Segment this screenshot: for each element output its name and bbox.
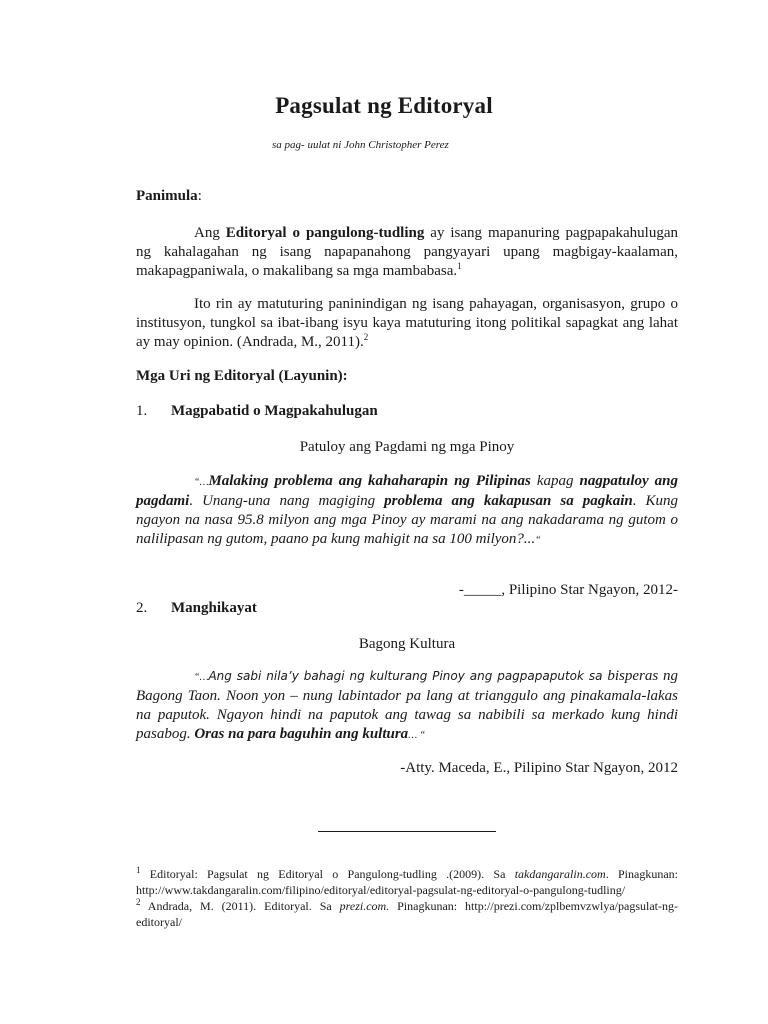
- item-1-quote-s3: nagpatuloy ang pagdami: [136, 473, 678, 509]
- item-2-headline: Bagong Kultura: [358, 636, 456, 652]
- item-1-quote-s5: problema ang kakapusan sa pagkain: [384, 493, 633, 509]
- p2-text: Ito rin ay matuturing paninindigan ng isang pahayagan, organisasyon, grupo o institusyon, tungkol sa ibat-ibang isyu kaya matuturing itong politikal sapagkat ang lahat ay may opinion. (Andrada, M., 2011).: [136, 296, 678, 350]
- footnote-1-text-a: Editoryal: Pagsulat ng Editoryal o Pangulong-tudling .(2009). Sa: [140, 867, 515, 881]
- page-title: Pagsulat ng Editoryal: [275, 93, 493, 118]
- item-1-quote-s4: . Unang-una nang magiging: [189, 493, 385, 509]
- intro-paragraph-1: [136, 224, 678, 281]
- item-2-quote-close: “: [417, 730, 426, 741]
- item-2-quote-s3: Oras na para baguhin ang kultura: [194, 726, 409, 742]
- footnote-1: [136, 866, 678, 898]
- p1-text-b: ay isang mapanuring pagpapakahulugan ng kahalagahan ng isang napapanahong pangyayari upang magbigay-kaalaman, makapagpaniwala, o makalibang sa mga mambabasa.: [136, 225, 678, 279]
- item-1-quote: [136, 472, 678, 550]
- panimula-label: Panimula: [136, 188, 198, 204]
- footnote-2-site: prezi.com.: [339, 899, 390, 913]
- item-2-label: Manghikayat: [171, 600, 257, 616]
- footnote-1-mark: 1: [136, 865, 141, 875]
- footnote-2-mark: 2: [136, 897, 141, 907]
- footnote-2-text-b[interactable]: Pinagkunan: http://prezi.com/zplbemvzwlya/pagsulat-ng-editoryal/: [136, 899, 678, 929]
- footnote-separator: [318, 831, 496, 832]
- footnote-ref-2[interactable]: 2: [363, 332, 369, 342]
- footnote-2-text-a: Andrada, M. (2011). Editoryal. Sa: [140, 899, 340, 913]
- item-2-quote: [136, 667, 678, 745]
- p1-bold-term: Editoryal o pangulong-tudling: [225, 225, 425, 241]
- item-2-quote-s1: Ang sabi nila’y bahagi ng kulturang Pinoy ang pagpapaputok sa: [208, 669, 603, 683]
- item-2-attribution: -Atty. Maceda, E., Pilipino Star Ngayon, 2012: [400, 760, 678, 776]
- footnote-1-site: takdangaralin.com: [514, 867, 606, 881]
- p1-text-a: Ang: [194, 225, 226, 241]
- item-1-quote-s2: kapag: [530, 473, 580, 489]
- intro-paragraph-2: [136, 295, 678, 352]
- item-1-number: 1.: [136, 403, 148, 419]
- panimula-colon: :: [197, 188, 202, 204]
- item-2-quote-open: “: [194, 672, 200, 683]
- item-1-headline: Patuloy ang Pagdami ng mga Pinoy: [299, 439, 515, 455]
- item-2-quote-s2: bisperas ng Bagong Taon. Noon yon – nung labintador pa lang at trianggulo ang pinakamala-lakas na paputok. Ngayon hindi na paputok ang tawag sa nabibili sa merkado kung hindi pasabog.: [136, 668, 678, 742]
- item-1-attribution: -_____, Pilipino Star Ngayon, 2012-: [458, 582, 678, 598]
- footnote-ref-1[interactable]: 1: [457, 261, 462, 271]
- item-1-quote-s1: Malaking problema ang kahaharapin ng Pilipinas: [208, 473, 531, 489]
- item-1-quote-close: “: [535, 535, 541, 546]
- item-1-quote-ellipsis: …: [199, 477, 209, 488]
- item-1-quote-s6: . Kung ngayon na nasa 95.8 milyon ang mga Pinoy ay marami na ang nakadarama ng gutom o nalilipasan ng gutom, paano pa kung mahigit na sa 100 milyon?...: [136, 493, 678, 547]
- item-2-quote-ellipsis: …: [199, 672, 209, 683]
- item-2-quote-end-ellipsis: …: [408, 730, 418, 741]
- item-2-number: 2.: [136, 600, 148, 616]
- page-subtitle: sa pag- uulat ni John Christopher Perez: [272, 139, 449, 151]
- footnote-2: [136, 898, 678, 930]
- item-1-label: Magpabatid o Magpakahulugan: [171, 403, 378, 419]
- section-heading: Mga Uri ng Editoryal (Layunin):: [136, 368, 348, 384]
- footnote-1-text-b[interactable]: . Pinagkunan: http://www.takdangaralin.com/filipino/editoryal/editoryal-pagsulat-ng-editoryal-o-pangulong-tudling/: [136, 867, 678, 897]
- item-1-quote-open: “: [194, 477, 200, 488]
- panimula-heading: [136, 188, 202, 205]
